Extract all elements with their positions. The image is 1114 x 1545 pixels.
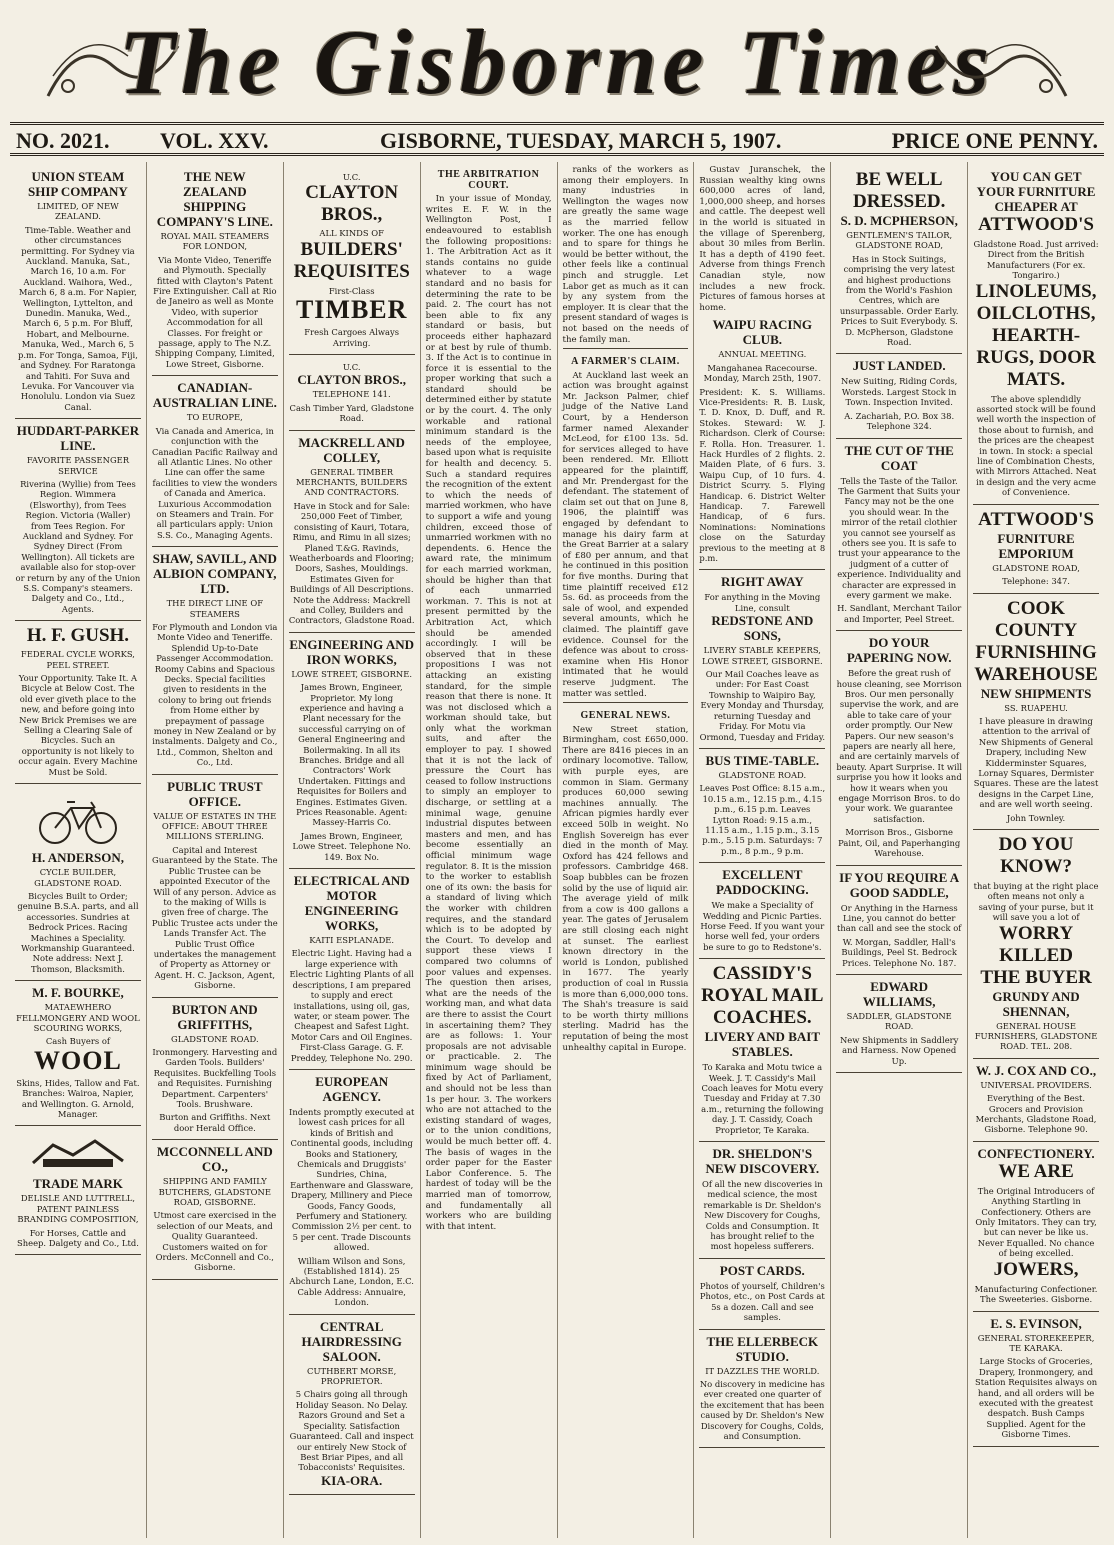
advert-head: S. D. MCPHERSON, (840, 213, 958, 228)
advert-text: 5 Chairs going all through Holiday Season. No Delay. Razors Ground and Set a Speciality. Satisfaction Guaranteed. Call and inspect our entirely New Stock of Best Briar Pipes, and all Tobacconists' Requisites. (289, 1389, 414, 1473)
issue-number: NO. 2021. (16, 128, 110, 153)
column-7 (831, 162, 968, 1538)
advert-head: HUDDART-PARKER LINE. (16, 423, 140, 454)
advert-sub: SADDLER, GLADSTONE ROAD. (846, 1010, 952, 1032)
advert-sub: CYCLE BUILDER, GLADSTONE ROAD. (34, 867, 122, 888)
advert-sub: TELEPHONE 141. (312, 389, 391, 400)
advert-shaw-savill (152, 547, 278, 775)
advert-head: M. F. BOURKE, (32, 985, 124, 1001)
columns (10, 162, 1104, 1538)
divider (563, 702, 689, 703)
advert-sandlant (836, 439, 962, 632)
advert-head: E. S. EVINSON, (990, 1315, 1082, 1331)
advert-edward-williams (836, 975, 962, 1073)
advert-sub: ANNUAL MEETING. (718, 349, 807, 360)
advert-nz-shipping (152, 165, 278, 376)
advert-sub: CUTHBERT MORSE, PROPRIETOR. (307, 1365, 397, 1387)
advert-timber: TIMBER (295, 295, 408, 325)
advert-sub: MATAEWHERO FELLMONGERY AND WOOL SCOURING WORKS, (16, 1002, 140, 1033)
advert-linoleums: LINOLEUMS, OILCLOTHS, HEARTH-RUGS, DOOR MATS. (975, 280, 1097, 390)
advert-sub: GLADSTONE ROAD. (171, 1033, 259, 1044)
advert-huddart-parker (15, 419, 141, 621)
advert-we-are: WE ARE (998, 1160, 1074, 1182)
advert-text: that buying at the right place often means not only a saving of your purse, but it will save you a lot of (973, 880, 1099, 923)
advert-attwood-emporium (973, 505, 1099, 594)
advert-text: Cash Timber Yard, Gladstone Road. (289, 402, 414, 424)
advert-head: DO YOUR PAPERING NOW. (846, 635, 952, 666)
advert-head: EXCELLENT PADDOCKING. (716, 867, 809, 898)
advert-text: James Brown, Engineer, Lowe Street. Telephone No. 149. Box No. (292, 830, 411, 862)
advert-mcconnell (152, 1140, 278, 1280)
advert-text: Morrison Bros., Gisborne Paint, Oil, and Paperhanging Warehouse. (838, 827, 961, 859)
advert-attwoods: ATTWOOD'S (978, 214, 1094, 235)
advert-mackrell-colley (289, 431, 415, 633)
advert-text: Your Opportunity. Take It. A Bicycle at Below Cost. The old ever giveth place to the new, and before going into New Brick Premises we are Selling a Clearing Sale of Bicycles. Such an opportunity is not likely to occur again. Every Machine Must be Sold. (18, 673, 138, 777)
advert-head: H. ANDERSON, (31, 850, 124, 866)
ornament-icon (926, 16, 1076, 111)
advert-head: CENTRAL HAIRDRESSING SALOON. (301, 1318, 402, 1364)
advert-head: CANADIAN-AUSTRALIAN LINE. (152, 380, 277, 411)
column-8 (968, 162, 1104, 1538)
article-heading: THE ARBITRATION COURT. (437, 169, 540, 191)
advert-text: Telephone: 347. (1002, 576, 1070, 587)
advert-european-agency (289, 1070, 415, 1315)
advert-head: JUST LANDED. (852, 358, 946, 374)
advert-public-trust (152, 775, 278, 998)
advert-text: Indents promptly executed at lowest cash prices for all kinds of British and Continental goods, including Books and Stationery, Chemicals and Druggists' Sundries, China, Earthenware and Glassware, Drapery, Millinery and Piece Goods, Fancy Goods, Perfumery and Stationery. Commission 2½ per cent. to 5 per cent. Trade Discounts allowed. (289, 1106, 415, 1253)
advert-text: Large Stocks of Groceries, Drapery, Ironmongery, and Station Requisites always on hand, and all orders will be executed with the greatest despatch. Bush Camps Supplied. Agent for the Gisborne Times. (974, 1356, 1098, 1440)
advert-zachariah (836, 354, 962, 438)
advert-head: WAIPU RACING CLUB. (712, 317, 812, 348)
advert-text: Via Monte Video, Teneriffe and Plymouth. Specially fitted with Clayton's Patent Fire Extinguisher. Call at Rio de Janeiro as well as Monte Video, with superior Accommodation for all Classes. For freight or passage, apply to The N.Z. Shipping Company, Limited, Lowe Street, Gisborne. (153, 254, 277, 369)
advert-cassidys: CASSIDY'S (712, 963, 812, 985)
advert-right-away: RIGHT AWAY (720, 574, 804, 590)
advert-text: Manufacturing Confectioner. The Sweeteries. Gisborne. (974, 1283, 1098, 1305)
advert-head: W. J. COX AND CO., (975, 1062, 1097, 1078)
advert-engineering (289, 633, 415, 869)
advert-worry: WORRY (998, 922, 1074, 944)
advert-requisites: REQUISITES (293, 260, 410, 282)
advert-head: REDSTONE AND SONS, (711, 613, 814, 644)
advert-sub: UNIVERSAL PROVIDERS. (980, 1079, 1092, 1090)
article-body: ranks of the workers as among their employers. In many industries in Wellington the wages now are greatly the same wage as the married fellow worker. The one has enough and to spare for things he would be better without, the other feels like a continual pinch and struggle. Let Labor get as much as it can by any system from the employer. It is clear that the present standard of wages is not based on the needs of the family man. (562, 165, 689, 345)
advert-head: ELECTRICAL AND MOTOR ENGINEERING WORKS, (293, 873, 410, 934)
advert-sub: FAVORITE PASSENGER SERVICE (26, 455, 130, 476)
advert-head: PUBLIC TRUST OFFICE. (167, 778, 263, 809)
column-6 (694, 162, 831, 1538)
divider (563, 348, 689, 349)
advert-furnishing: FURNISHING (975, 641, 1097, 663)
advert-mcpherson (836, 165, 962, 354)
advert-do-you: DO YOU (998, 833, 1074, 855)
advert-union-steam (15, 165, 141, 419)
advert-wool: WOOL (34, 1045, 122, 1075)
advert-head: GRUNDY AND SHENNAN, (992, 988, 1080, 1019)
advert-text: Fresh Cargoes Always Arriving. (304, 327, 400, 348)
advert-text: President: K. S. Williams. Vice-Presidents: R. B. Lusk, T. D. Knox, D. Duff, and R. Stokes. Steward: W. J. Richardson. Clerk of Course: F. Rolla. Hon. Treasurer. 1. Hack Hurdles of 2 flights. 2. Maiden Plate, of 6 furs. 3. Waipu Cup, of 10 furs. 4. District Scurry. 5. Flying Handicap. 6. District Welter Handicap. 7. Farewell Handicap, of 6 furs. Nominations: Nominations close on the Saturday previous to the meeting at 8 p.m. (699, 386, 826, 564)
advert-evinson (973, 1312, 1099, 1447)
bicycle-icon (37, 792, 119, 846)
advert-head: SHAW, SAVILL, AND ALBION COMPANY, LTD. (152, 551, 277, 597)
article-body: Gustav Juranschek, the Russian wealthy king owns 600,000 acres of land, 1,000,000 sheep, and horses and cattle. The deepest well in the world is situated in the village of Sperenberg, about 30 miles from Berlin. It has a depth of 4190 feet. Adverse from things French Canadian style, now includes a new frock. Pictures of famous horses at home. (699, 165, 826, 313)
advert-head: ENGINEERING AND IRON WORKS, (289, 636, 414, 667)
advert-text: Utmost care exercised in the selection of our Meats, and Quality Guaranteed. Customers waited on for Orders. McConnell and Co., Gisborne. (153, 1210, 277, 1273)
advert-text: The Original Introducers of Anything Startling in Confectionery. Others are Only Imitators. They can try, but can never be like us. Never Equalled. No chance of being excelled. (975, 1185, 1097, 1259)
advert-text: Have in Stock and for Sale: 250,000 Feet of Timber, consisting of Kauri, Totara, Rimu, and Rimu in all sizes; Planed T.&G. Ravinds, Weatherboards and Flooring; Doors, Sashes, Mouldings. Estimates Given for Buildings of All Descriptions. Note the Address: Mackrell and Colley, Builders and Contractors, Gladstone Road. (288, 500, 415, 626)
advert-head: MCCONNELL AND CO., (156, 1144, 273, 1175)
advert-attwoods: ATTWOOD'S (978, 508, 1094, 530)
advert-morrison (836, 631, 962, 865)
advert-kia-ora: KIA-ORA. (321, 1472, 383, 1488)
advert-text: Burton and Griffiths. Next door Herald Office. (159, 1112, 271, 1133)
advert-sub: THE DIRECT LINE OF STEAMERS (166, 598, 264, 619)
advert-head: THE CUT OF THE COAT (844, 442, 954, 473)
advert-cox (973, 1059, 1099, 1142)
column-5 (558, 162, 695, 1538)
advert-the-buyer: THE BUYER (980, 966, 1092, 988)
advert-text: Leaves Post Office: 8.15 a.m., 10.15 a.m., 12.15 p.m., 4.15 p.m., 6.15 p.m. Leaves Lytton Road: 9.15 a.m., 11.15 a.m., 1.15 p.m., 3.15 p.m., 5.15 p.m. Saturdays: 7 p.m., 8 p.m., 9 p.m. (699, 783, 826, 856)
column-4 (421, 162, 558, 1538)
advert-ellerbeck (699, 1330, 825, 1449)
advert-sub: GENTLEMEN'S TAILOR, GLADSTONE ROAD, (846, 230, 953, 251)
advert-post-cards (699, 1259, 825, 1330)
advert-text: We make a Speciality of Wedding and Picnic Parties. Horse Feed. If you want your horse well fed, your orders be sure to go to Redstone's. (700, 900, 825, 952)
advert-sub: GENERAL STOREKEEPER, TE KARAKA. (977, 1332, 1095, 1353)
advert-text: A. Zachariah, P.O. Box 38. Telephone 324. (844, 410, 955, 432)
advert-county: COUNTY (994, 619, 1078, 641)
advert-head: H. F. GUSH. (26, 625, 130, 647)
advert-sub: KAITI ESPLANADE. (309, 935, 395, 946)
advert-head: CONFECTIONERY. (977, 1145, 1095, 1161)
newspaper-title: The Gisborne Times (118, 11, 996, 113)
advert-cook: COOK (1007, 597, 1066, 619)
advert-text: Via Canada and America, in conjunction with the Canadian Pacific Railway and all Atlantic Lines. No other Line can offer the same facilities to view the wonders of Canada and America. Luxurious Accommodation on Steamers and Train. For all particulars apply: Union S.S. Co., Managing Agents. (152, 425, 278, 540)
advert-head: LIVERY AND BAIT STABLES. (704, 1029, 820, 1060)
advert-sub: DELISLE AND LUTTRELL, PATENT PAINLESS BRANDING COMPOSITION, (17, 1193, 139, 1225)
advert-text: Skins, Hides, Tallow and Fat. Branches: Wairoa, Napier, and Wellington. G. Arnold, Manager. (16, 1077, 140, 1119)
advert-head: BUS TIME-TABLE. (705, 752, 820, 768)
advert-sub: LOWE STREET, GISBORNE. (291, 668, 413, 679)
advert-text: Bicycles Built to Order; genuine B.S.A. parts, and all accessories. Sundries at Bedrock Prices. Racing Machines a Speciality. Workmanship Guaranteed. Note address: Next J. Thomson, Blacksmith. (17, 890, 139, 974)
advert-head: IF YOU REQUIRE A GOOD SADDLE, (839, 869, 960, 900)
advert-text: H. Sandlant, Merchant Tailor and Importer, Peel Street. (837, 603, 962, 624)
place-date: GISBORNE, TUESDAY, MARCH 5, 1907. (380, 128, 782, 153)
dateline (10, 122, 1104, 156)
advert-text: New Suiting, Riding Cords, Worsteds. Largest Stock in Town. Inspection Invited. (841, 376, 958, 408)
advert-know: KNOW? (1000, 855, 1072, 877)
advert-text: To Karaka and Motu twice a Week. J. T. Cassidy's Mail Coach leaves for Motu every Tuesday and Friday at 7.30 a.m., returning the following day. J. T. Cassidy, Coach Proprietor, Te Karaka. (701, 1062, 824, 1135)
advert-bourke (15, 981, 141, 1126)
column-2 (147, 162, 284, 1538)
advert-text: Ironmongery. Harvesting and Garden Tools. Builders' Requisites. Buckfelling Tools and Requisites. Furnishing Department. Carpenters' Tools. Brushware. (152, 1046, 278, 1109)
advert-sub: IT DAZZLES THE WORLD. (705, 1365, 820, 1376)
advert-sub: FEDERAL CYCLE WORKS, PEEL STREET. (20, 649, 135, 670)
advert-head: UNION STEAM SHIP COMPANY (28, 169, 128, 199)
advert-burton-griffiths (152, 998, 278, 1141)
advert-text: First-Class (328, 285, 375, 296)
advert-bus-timetable (699, 749, 825, 863)
advert-sheldon (699, 1142, 825, 1259)
advert-head: BURTON AND GRIFFITHS, (172, 1001, 258, 1032)
advert-jowers (973, 1142, 1099, 1312)
advert-text: Our Mail Coaches leave as under: For East Coast Township to Waipiro Bay, Every Monday and Thursday, returning Tuesday and Friday. For Motu via Ormond, Tuesday and Friday. (699, 669, 826, 742)
advert-head: POST CARDS. (719, 1262, 805, 1278)
advert-paddocking (699, 863, 825, 959)
advert-head: MACKRELL AND COLLEY, (298, 434, 405, 465)
article-heading: A FARMER'S CLAIM. (571, 356, 680, 368)
advert-morgan (836, 866, 962, 975)
advert-text: No discovery in medicine has ever created one quarter of the excitement that has been caused by Dr. Sheldon's New Discovery for Coughs, Colds, and Consumption. (699, 1378, 825, 1441)
advert-clayton-requisites (289, 165, 415, 355)
article-body: In your issue of Monday, writes E. F. W. in the Wellington Post, I endeavoured to establish the following propositions: 1. The Arbitration Act as it stands contains no guide whatever to a wage standard and no basis for determining the rate to be paid. 2. The court has not been able to fix any standard or basis, but proceeds either haphazard or at best by rule of thumb. 3. If the Act is to continue in force it is essential to the proper working that such a standard should be determined either by statute or by the court. 4. The only workable and rational minimum standard is the needs of the employee, based upon what is requisite for health and decency. 5. Such a standard requires the recognition of the extent to which the needs of married workmen, who have to support a wife and young children, exceed those of unmarried workmen with no dependents. 6. Hence the award rate, the minimum for each married workman, should be higher than that of each unmarried workman. 7. This is not at present permitted by the Arbitration Act, which should be amended accordingly. I will be observed that in these propositions I was not attacking an existing standard, for the simple reason that there is none. It was not disclosed which a workman should take, but only what the workman suits, and after the employer to pay. I showed that it is not the lack of pressure the Court has ceased to follow instructions to simply an employer to discharge, or settling at a minimal wage, genuine industrial disputes between masters and men, and has become essentially an official minimum wage regulator. 8. It is the mission to the worker to establish one of its own: the basis for a standard of living which the worker with children requires, and the standard which is to be adopted by the Court. To develop and support these views I compared two columns of poor values and expenses. The question then arises, what are the needs of the working man, and what data are there to assist the Court in ascertaining them? They are as follows: 1. Your proposals are not advisable or practicable. 2. The minimum wage should be fixed by Act of Parliament, and should not be less than 1s per hour. 3. The workers who are not attached to the existing standard of wages, or to the union conditions, would be much better off. 4. The basis of wages in the order paper for the Easter Labor Conference. 5. The hardest of today will be the married man of tomorrow, and fundamentally all workers who are building with that intent. (425, 194, 552, 1232)
article-body: At Auckland last week an action was brought against Mr. Jackson Palmer, chief judge of the Native Land Court, by a Henderson farmer named Alexander McLeod, for £100 13s. 5d. for services alleged to have been rendered. Mr. Elliott appeared for the plaintiff, and Mr. Prendergast for the defendant. The statement of claim set out that on June 8, 1906, the plaintiff was engaged by defendant to manage his dairy farm at the Great Barrier at a salary of £80 per annum, and that he continued in this position for five months. During that time plaintiff received £12 5s. 6d. as proceeds from the sale of wool, and expended several amounts, which he claimed. The plaintiff gave evidence. Counsel for the defence was about to cross-examine when His Honor intimated that he would reserve judgment. The matter was settled. (562, 370, 689, 699)
advert-be-well: BE WELL (855, 169, 943, 190)
trade-mark-icon (23, 1133, 133, 1173)
price: PRICE ONE PENNY. (891, 128, 1098, 153)
advert-text: Cash Buyers of (45, 1036, 110, 1047)
advert-sub: SS. RUAPEHU. (1004, 702, 1068, 713)
advert-killed: KILLED (999, 944, 1074, 966)
advert-text: James Brown, Engineer, Proprietor. My long experience and having a Plant necessary for the successful carrying on of General Engineering and Boilermaking. In all its Branches. Bridge and all Contractors' Work Undertaken. Fittings and Requisites for Boilers and Engines. Estimates Given. Prices Reasonable. Agent: Massey-Harris Co. (296, 682, 408, 828)
advert-head: DR. SHELDON'S NEW DISCOVERY. (705, 1146, 820, 1177)
advert-sub: SHIPPING AND FAMILY BUTCHERS, GLADSTONE ROAD, GISBORNE. (158, 1176, 271, 1208)
article-heading: GENERAL NEWS. (580, 710, 671, 722)
advert-uc: U.C. (342, 362, 361, 373)
advert-text: William Wilson and Sons, (Established 1814). 25 Abchurch Lane, London, E.C. Cable Address: Annuaire, London. (289, 1255, 414, 1308)
advert-text: The above splendidly assorted stock will be found well worth the inspection of those about to furnish, and the prices are the cheapest in town. In stock: a special line of Combination Chests, with Mirrors Attached. Neat in design and the very acme of Convenience. (975, 393, 1097, 498)
advert-text: Photos of yourself, Children's Photos, etc., on Post Cards at 5s a dozen. Call and see samples. (699, 1280, 825, 1323)
advert-head: YOU CAN GET YOUR FURNITURE CHEAPER AT (976, 169, 1096, 214)
advert-sub: ROYAL MAIL STEAMERS FOR LONDON, (160, 231, 270, 252)
column-3 (284, 162, 421, 1538)
advert-text: New Shipments in Saddlery and Harness. Now Opened Up. (839, 1034, 959, 1066)
advert-text: Mangahanea Racecourse. Monday, March 25th, 1907. (703, 362, 821, 384)
advert-builders: BUILDERS' (300, 238, 403, 260)
advert-sub: GENERAL TIMBER MERCHANTS, BUILDERS AND CONTRACTORS. (295, 466, 408, 498)
volume-number: VOL. XXV. (160, 128, 269, 153)
advert-warehouse: WAREHOUSE (974, 663, 1098, 685)
advert-text: Tells the Taste of the Tailor. The Garment that Suits your Fancy may not be the one you should wear. In the mirror of the retail clothier you cannot see yourself as others see you. It is safe to trust your appearance to the judgment of a cutter of experience. Individuality and character are expressed in every garment we make. (837, 475, 962, 600)
advert-text: Before the great rush of house cleaning, see Morrison Bros. Our men personally supervise the work, and are able to take care of your order promptly. Our New Papers. Our new season's papers are nearly all here, and are certainly marvels of beauty. Apart Surprise. It will surprise you how it looks and how it wears when you engage Morrison Bros. to do your work. We guarantee satisfaction. (836, 668, 963, 824)
advert-attwood-linoleum (973, 165, 1099, 505)
advert-sub: VALUE OF ESTATES IN THE OFFICE: ABOUT THREE MILLIONS STERLING. (153, 810, 277, 842)
advert-text: Of all the new discoveries in medical science, the most remarkable is Dr. Sheldon's New Discovery for Coughs, Colds and Consumption. It has brought relief to the most hopeless sufferers. (701, 1179, 823, 1252)
advert-jowers-name: JOWERS, (993, 1258, 1079, 1280)
advert-head: THE ELLERBECK STUDIO. (706, 1333, 819, 1364)
advert-cook-county (973, 594, 1099, 830)
advert-head: EDWARD WILLIAMS, (862, 978, 936, 1009)
advert-head: TRADE MARK (32, 1176, 123, 1192)
advert-head: FURNITURE EMPORIUM (997, 530, 1075, 561)
masthead (10, 8, 1104, 118)
advert-text: Time-Table. Weather and other circumstances permitting. For Sydney via Auckland. Manuka, Sat., March 16, 10 a.m. For Auckland. Waihora, Wed., March 6, 8 a.m. For Napier, Wellington, Lyttelton, and Dunedin. Manuka, Wed., March 6, 5 p.m. For Bluff, Hobart, and Melbourne. Manuka, Wed., March 6, 5 p.m. For Tonga, Samoa, Fiji, and Sydney. For Raratonga and Tahiti. For Suva and Levuka. For Vancouver via Honolulu. London via Suez Canal. (18, 224, 138, 412)
advert-coaches: COACHES. (712, 1007, 812, 1029)
advert-hairdressing (289, 1315, 415, 1495)
advert-sub: LIMITED, OF NEW ZEALAND. (37, 201, 119, 222)
advert-uc: U.C. (342, 172, 361, 182)
advert-text: For anything in the Moving Line, consult (704, 592, 821, 613)
advert-text: Gladstone Road. Just arrived: Direct from the British Manufacturers (For ex. Tongariro.) (973, 239, 1099, 281)
advert-text: Or Anything in the Harness Line, you cannot do better than call and see the stock of (836, 902, 962, 934)
advert-sub: TO EUROPE, (186, 412, 243, 423)
advert-text: I have pleasure in drawing attention to the arrival of New Shipments of General Drapery, including New Kidderminster Squares, Lornay Squares, Dermister Squares. These are the latest designs in the Carpet Line, and are well worth seeing. (973, 715, 1099, 810)
advert-text: For Horses, Cattle and Sheep. Dalgety and Co., Ltd. (17, 1227, 139, 1249)
advert-text: Has in Stock Suitings, comprising the very latest and highest productions from the World's Fashion Centres, which are unsurpassable. Order Early. Prices to Suit Everybody. S. D. McPherson, Gladstone Road. (839, 253, 959, 348)
article-body: New Street station, Birmingham, cost £650,000. There are 8416 pieces in an ordinary locomotive. Tallow, with purple eyes, are common in Siam. Germany produces 60,000 sewing machines annually. The African pigmies hardly ever exceed 50lb in weight. No English Sovereign has ever died in the month of May. Oxford has 424 fellows and professors. Cambridge 468. Soap bubbles can be frozen solid by the use of liquid air. The average yield of milk from a cow is 400 gallons a year. The gates of Jerusalem are still closing each night at sunset. The earliest known directory in the world is London, published in 1677. The yearly production of coal in Russia is more than 6,000,000 tons. The Shah's treasure is said to be worth thirty millions sterling. Madrid has the reputation of being the most unhealthy capital in Europe. (562, 724, 689, 1053)
advert-text: For Plymouth and London via Monte Video and Teneriffe. Splendid Up-to-Date Passenger Accommodation. Roomy Cabins and Spacious Decks. Special facilities given to residents in the colony to bring out friends from Home either by prepayment of passage money in New Zealand or by instalments. Dalgety and Co., Ltd., Common, Shelton and Co., Ltd. (152, 621, 278, 768)
advert-sub: LIVERY STABLE KEEPERS, LOWE STREET, GISBORNE. (701, 645, 823, 666)
advert-clayton-yard (289, 355, 415, 431)
advert-sub: GENERAL HOUSE FURNISHERS, GLADSTONE ROAD. TEL. 208. (974, 1020, 1098, 1052)
advert-royal-mail: ROYAL MAIL (701, 985, 824, 1007)
advert-text: Capital and Interest Guaranteed by the State. The Public Trustee can be appointed Executor of the Will of any person. Advice as to the making of Wills is given free of charge. The Public Trustee acts under the Lands Transfer Act. The Public Trust Office undertakes the management of Property as Attorney or Agent. H. C. Jackson, Agent, Gisborne. (151, 844, 278, 991)
advert-text: Riverina (Wyllie) from Tees Region. Wimmera (Elsworthy), from Tees Region. Victoria (Waller) from Tees Region. For Auckland and Sydney. For Sydney Direct (From Wellington). All tickets are available also for stop-over or return by any of the Union S.S. Company's steamers. Dalgety and Co., Ltd., Agents. (15, 478, 141, 614)
advert-sub: ALL KINDS OF (319, 228, 384, 239)
advert-head: THE NEW ZEALAND SHIPPING COMPANY'S LINE. (156, 169, 273, 229)
advert-electrical (289, 869, 415, 1070)
advert-head: CLAYTON BROS., (305, 182, 399, 226)
advert-delisle (15, 1126, 141, 1255)
advert-head: EUROPEAN AGENCY. (315, 1073, 389, 1104)
column-1 (10, 162, 147, 1538)
advert-canadian-australian (152, 376, 278, 547)
advert-head: CLAYTON BROS., (297, 372, 407, 388)
advert-sub: GLADSTONE ROAD, (992, 562, 1080, 573)
advert-cassidy (699, 959, 825, 1142)
advert-text: Everything of the Best. Grocers and Provision Merchants, Gladstone Road, Gisborne. Telephone 90. (975, 1093, 1097, 1135)
advert-waipu-racing (699, 313, 825, 570)
advert-anderson (15, 784, 141, 981)
advert-dressed: DRESSED. (852, 191, 946, 212)
advert-grundy-shennan (973, 830, 1099, 1059)
advert-text: John Townley. (1006, 812, 1066, 823)
advert-sub: GLADSTONE ROAD. (718, 769, 807, 780)
advert-head: NEW SHIPMENTS (980, 685, 1092, 701)
advert-gush (15, 621, 141, 784)
advert-redstone (699, 570, 825, 748)
advert-text: W. Morgan, Saddler, Hall's Buildings, Peel St. Bedrock Prices. Telephone No. 187. (841, 936, 957, 968)
advert-text: Electric Light. Having had a large experience with Electric Lighting Plants of all descriptions, I am prepared to supply and erect installations, using oil, gas, water, or steam power. The Cheapest and Safest Light. Motor Cars and Oil Engines. First-Class Garage. G. F. Preddey, Telephone No. 290. (289, 948, 414, 1063)
